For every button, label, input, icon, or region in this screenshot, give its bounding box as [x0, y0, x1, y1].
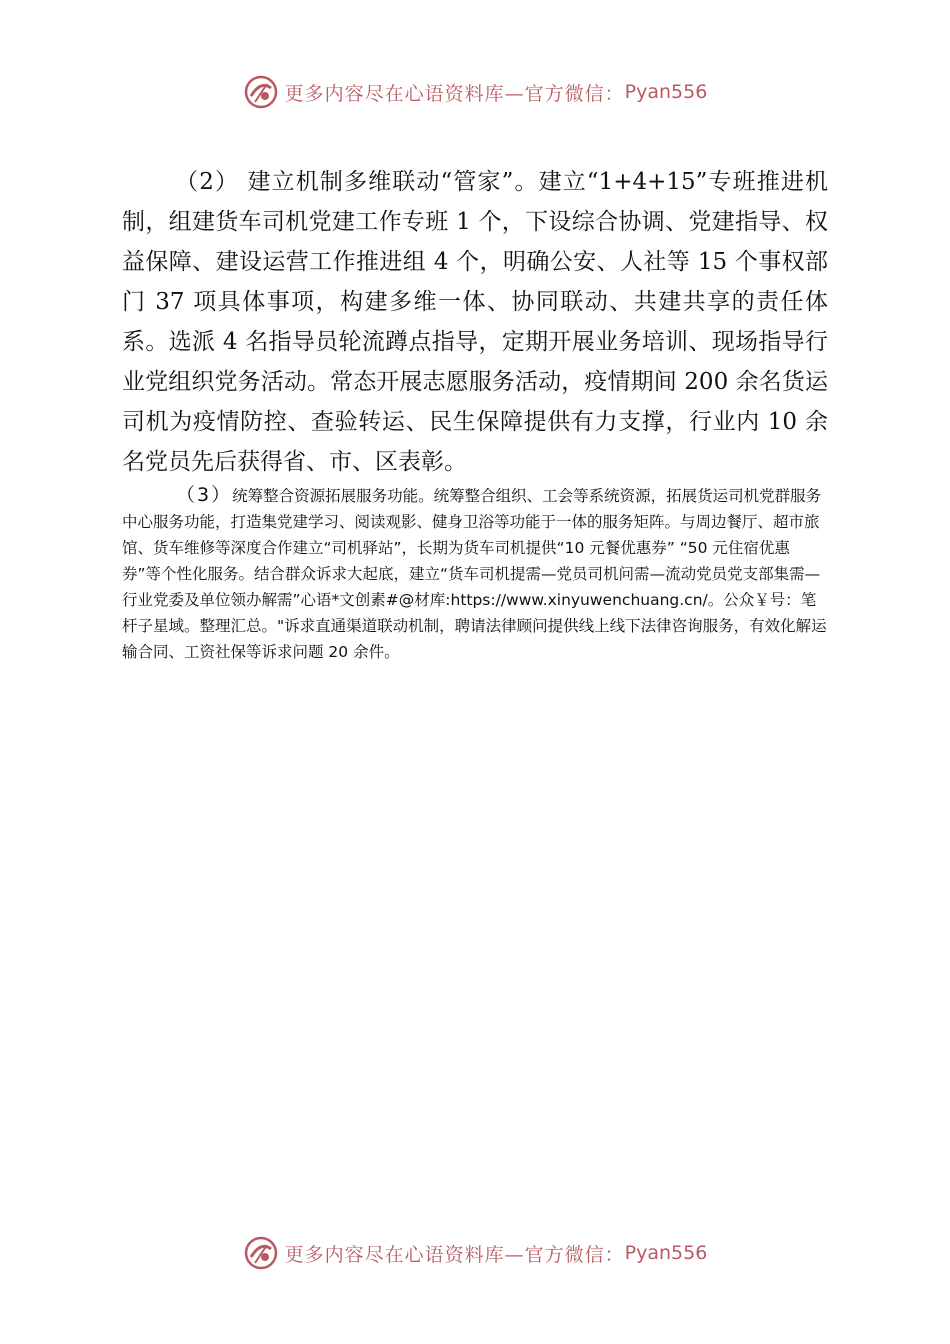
- seal-logo-icon: [243, 1235, 279, 1271]
- paragraph-3: [122, 482, 828, 665]
- banner-text: 更多内容尽在心语资料库—官方微信：: [284, 1243, 625, 1266]
- paragraph-2: [122, 162, 828, 482]
- paragraph-2-text: （2） 建立机制多维联动“管家”。建立“1+4+15”专班推进机制，组建货车司机党建工作专班 1 个，下设综合协调、党建指导、权益保障、建设运营工作推进组 4 个，明确公安、人社等 15 个事权部门 37 项具体事项，构建多维一体、协同联动、共建共享的责任体系。选派 4 名指导员轮流蹲点指导，定期开展业务培训、现场指导行业党组织党务活动。常态开展志愿服务活动，疫情期间 200 余名货运司机为疫情防控、查验转运、民生保障提供有力支撑，行业内 10 余名党员先后获得省、市、区表彰。: [122, 169, 828, 475]
- paragraph-3-text: 统筹整合资源拓展服务功能。统筹整合组织、工会等系统资源，拓展货运司机党群服务中心服务功能，打造集党建学习、阅读观影、健身卫浴等功能于一体的服务矩阵。与周边餐厅、超市旅馆、货车维修等深度合作建立“司机驿站”，长期为货车司机提供“10 元餐优惠券” “50 元住宿优惠券”等个性化服务。结合群众诉求大起底，建立“货车司机提需—党员司机问需—流动党员党支部集需—行业党委及单位领办解需”心语*文创素#@材库:https://www.xinyuwenchuang.cn/。公众￥号：笔杆子星域。整理汇总。"诉求直通渠道联动机制，聘请法律顾问提供线上线下法律咨询服务，有效化解运输合同、工资社保等诉求问题 20 余件。: [122, 487, 827, 661]
- footer-watermark-banner: [0, 1231, 950, 1275]
- paragraph-3-number: （3）: [176, 484, 233, 506]
- banner-text: 更多内容尽在心语资料库—官方微信：: [284, 82, 625, 105]
- banner-wechat-id: Pyan556: [624, 1242, 708, 1264]
- header-watermark-banner: [0, 70, 950, 114]
- seal-logo-icon: [243, 74, 279, 110]
- banner-wechat-id: Pyan556: [624, 81, 708, 103]
